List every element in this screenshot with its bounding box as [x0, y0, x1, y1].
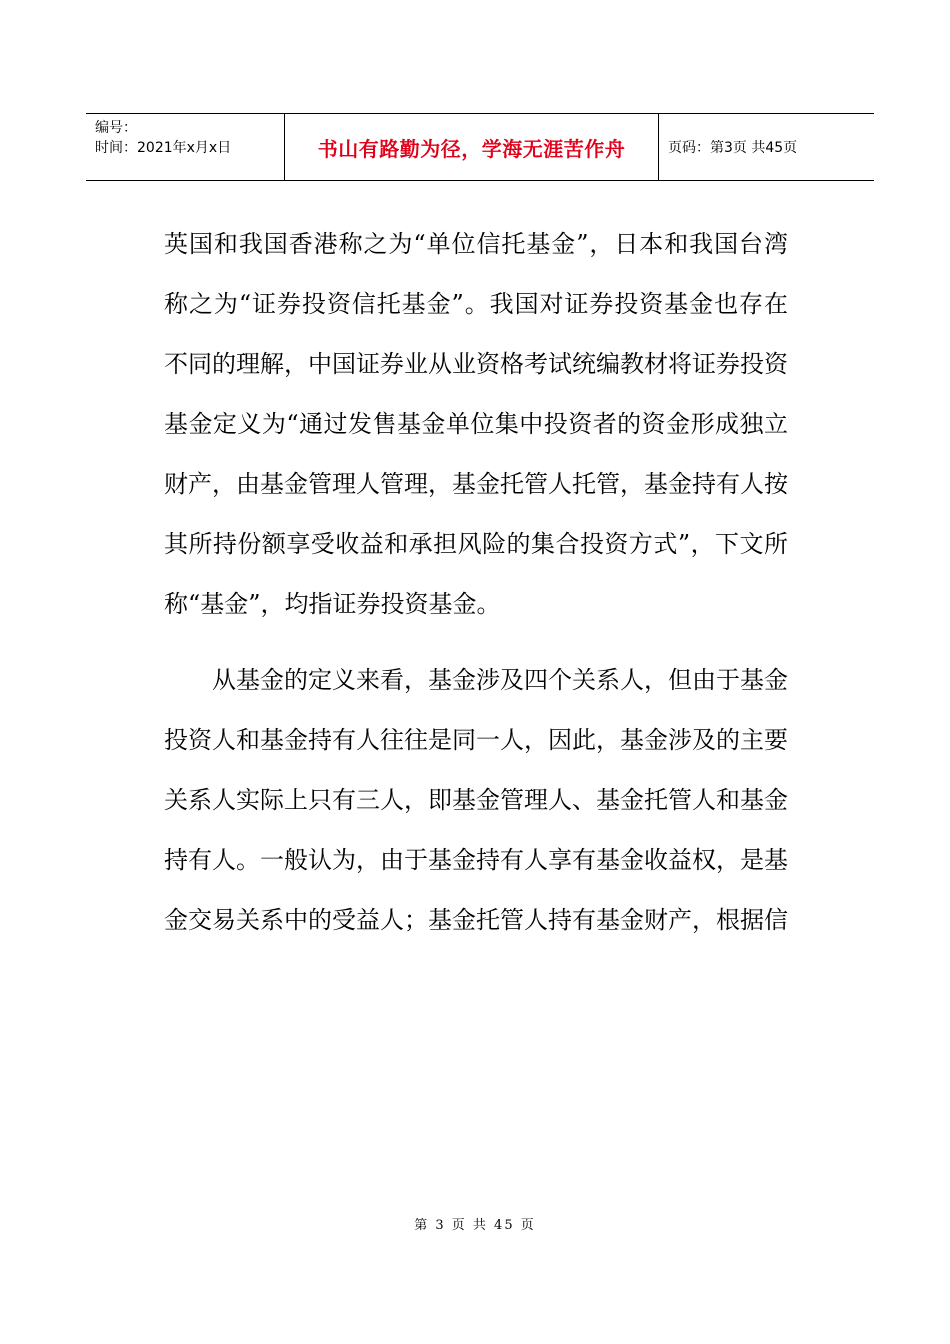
header-motto: 书山有路勤为径，学海无涯苦作舟: [285, 114, 659, 180]
document-header: [86, 113, 874, 181]
page-footer: 第 3 页 共 45 页: [414, 1218, 536, 1233]
document-body: [164, 214, 788, 950]
paragraph: 英国和我国香港称之为“单位信托基金”，日本和我国台湾称之为“证券投资信托基金”。我国对证券投资基金也存在不同的理解，中国证券业从业资格考试统编教材将证券投资基金定义为“通过发售基金单位集中投资者的资金形成独立财产，由基金管理人管理，基金托管人托管，基金持有人按其所持份额享受收益和承担风险的集合投资方式”，下文所称“基金”，均指证券投资基金。: [164, 230, 788, 618]
paragraph: 从基金的定义来看，基金涉及四个关系人，但由于基金投资人和基金持有人往往是同一人，因此，基金涉及的主要关系人实际上只有三人，即基金管理人、基金托管人和基金持有人。一般认为，由于基金持有人享有基金收益权，是基金交易关系中的受益人；基金托管人持有基金财产，根据信: [164, 666, 788, 934]
time-label: 时间：2021年x月x日: [95, 140, 232, 156]
number-label: 编号：: [95, 120, 137, 136]
header-page-info: 页码：第3页 共45页: [668, 140, 798, 156]
header-meta-cell: [86, 114, 285, 180]
